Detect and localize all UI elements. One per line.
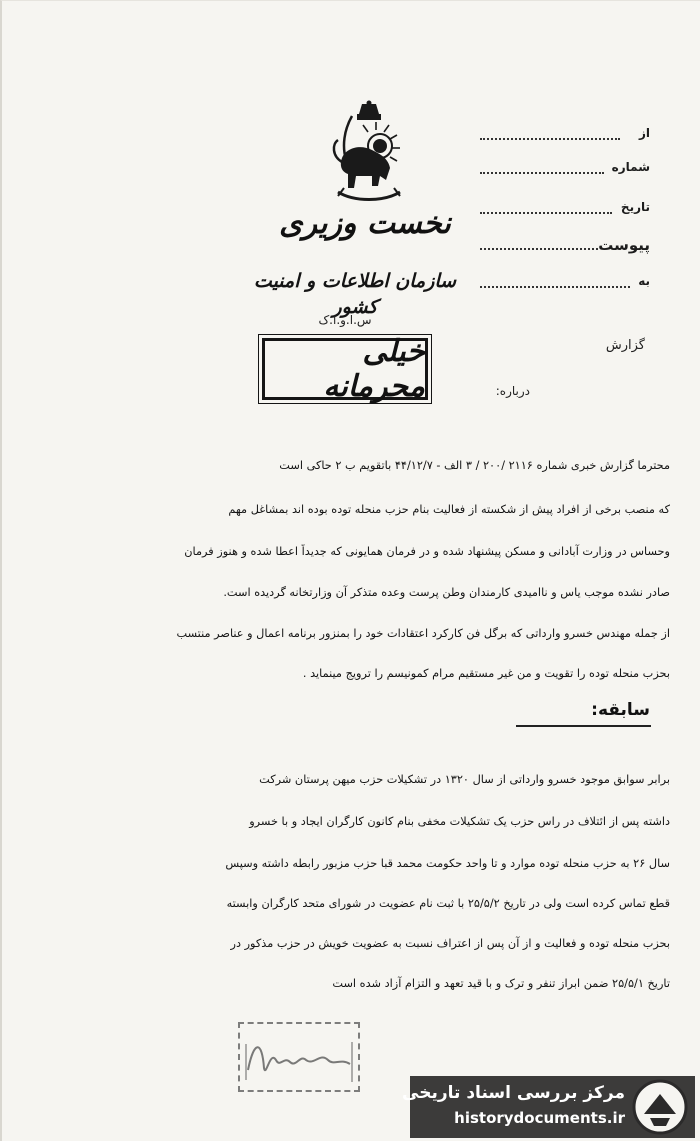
body-line: تاریخ ۲۵/۵/۱ ضمن ابراز تنفر و ترک و با قید تعهد و التزام آزاد شده است — [332, 977, 670, 990]
ministry-title: نخست وزیری — [279, 206, 451, 241]
field-from-line — [480, 138, 620, 140]
field-to-label: به — [638, 274, 650, 288]
body-line: که منصب برخی از افراد پیش از شکسته از فعالیت بنام حزب منحله توده بوده اند بمشاغل مهم — [228, 503, 670, 516]
body-line: وحساس در وزارت آبادانی و مسکن پیشنهاد شده و در فرمان همایونی که جدیداً اعطا شده و هنوز فرمان — [184, 545, 670, 558]
body-line: برابر سوابق موجود خسرو وارداتی از سال ۱۳۲۰ در تشکیلات حزب میهن پرستان شرکت — [259, 773, 670, 786]
field-from — [480, 126, 650, 144]
report-label: گزارش — [605, 338, 645, 353]
signature-scribble-icon — [240, 1030, 360, 1085]
field-attachment-line — [480, 248, 598, 250]
field-date-line — [480, 212, 612, 214]
field-number-label: شماره — [611, 160, 650, 174]
field-date-label: تاریخ — [620, 200, 650, 214]
field-attachment — [480, 236, 650, 254]
archive-name: مرکز بررسی اسناد تاریخی — [402, 1083, 625, 1103]
lion-and-sun-emblem-icon — [324, 100, 414, 205]
field-date — [480, 200, 650, 218]
archive-url: historydocuments.ir — [454, 1109, 625, 1127]
regarding-label: درباره: — [495, 384, 530, 398]
classification-stamp: خیلی محرمانه — [262, 338, 428, 400]
field-attachment-label: پیوست — [598, 236, 650, 254]
body-line: بحزب منحله توده را تقویت و من غیر مستقیم مرام کمونیسم را ترویج مینماید . — [302, 667, 670, 680]
reference-code: س.ا.و.ا.ک — [318, 313, 372, 327]
body-line: قطع تماس کرده است ولی در تاریخ ۲۵/۵/۲ با ثبت نام عضویت در شورای متحد کارگران وابسته — [226, 897, 670, 910]
background-section-heading: سابقه: — [591, 700, 650, 720]
field-number-line — [480, 172, 604, 174]
body-line: بحزب منحله توده و فعالیت و از آن پس از اعتراف نسبت به عضویت خویش در حزب مذکور در — [230, 937, 670, 950]
body-line: محترما گزارش خبری شماره ۲۱۱۶ /۲۰۰ / ۳ الف - ۴۴/۱۲/۷ باتقویم ب ۲ حاکی است — [279, 459, 670, 472]
archive-logo-icon — [630, 1078, 690, 1136]
body-line: از جمله مهندس خسرو وارداتی که برگل فن کارکرد اعتقادات خود را بمنزور برنامه اعمال و عناصر منتسب — [176, 627, 670, 640]
field-number — [480, 160, 650, 178]
body-line: صادر نشده موجب یاس و ناامیدی کارمندان وطن پرست وعده متذکر آن وزارتخانه گردیده است. — [223, 586, 670, 599]
field-to-line — [480, 286, 630, 288]
field-from-label: از — [638, 126, 650, 140]
field-to — [480, 274, 650, 292]
organization-name: سازمان اطلاعات و امنیت کشور — [253, 270, 457, 318]
section-heading-underline — [516, 725, 651, 727]
body-line: داشته پس از ائتلاف در راس حزب یک تشکیلات مخفی بنام کانون کارگران ایجاد و با خسرو — [249, 815, 670, 828]
body-line: سال ۲۶ به حزب منحله توده موارد و تا واحد حکومت محمد قبا حزب مزبور رابطه داشته وسپس — [225, 857, 670, 870]
